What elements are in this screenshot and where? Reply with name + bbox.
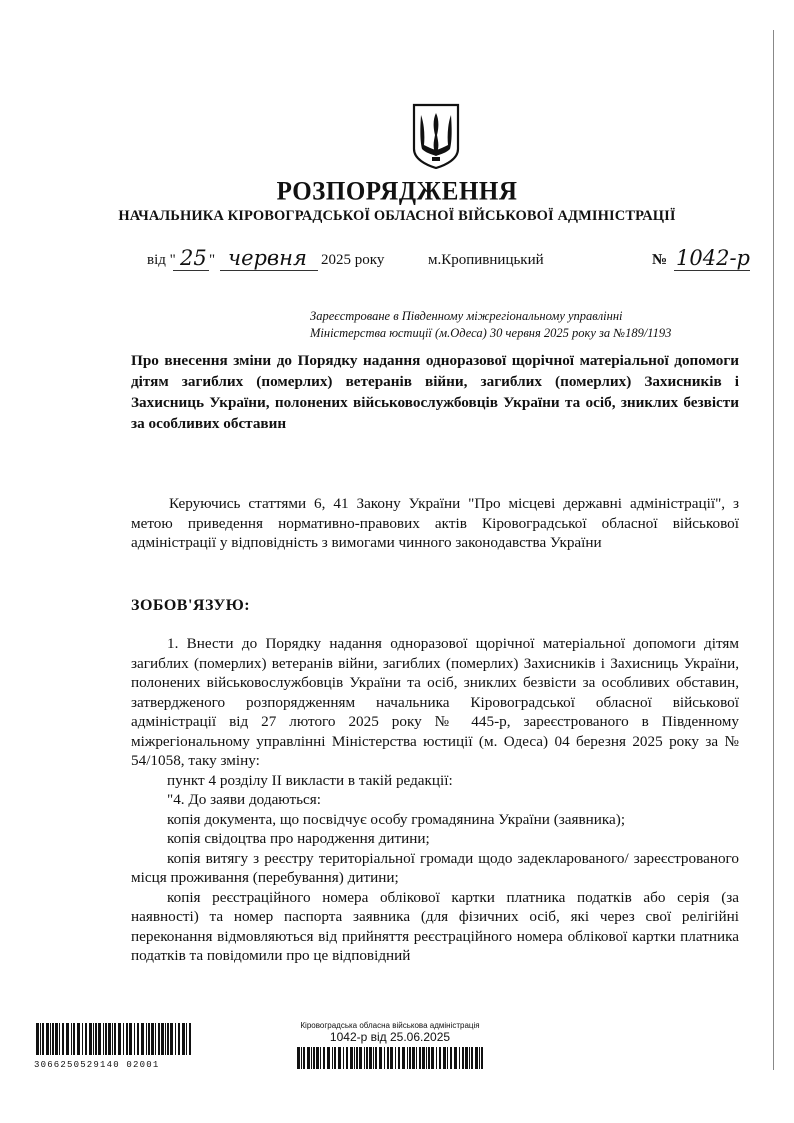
barcode-bar [412,1047,415,1069]
barcode-bar [95,1023,97,1055]
barcode-bar [137,1023,139,1055]
barcode-bar [462,1047,464,1069]
barcode-bar [62,1023,64,1055]
barcode-bar [431,1047,434,1069]
barcode-bar [167,1023,169,1055]
barcode-bar [112,1023,113,1055]
clause-amendment-intro: пункт 4 розділу ІІ викласти в такій редакції: [167,771,453,789]
barcode-center-icon [295,1047,485,1069]
barcode-bar [356,1047,358,1069]
barcode-bar [71,1023,72,1055]
barcode-bar [384,1047,385,1069]
footer-barcode-left [34,1023,199,1070]
barcode-bar [338,1047,341,1069]
barcode-bar [73,1023,75,1055]
barcode-bar [439,1047,441,1069]
date-day-underline [173,270,209,271]
barcode-bar [161,1023,164,1055]
barcode-bar [313,1047,315,1069]
clause-point-4: "4. До заяви додаються: [167,791,321,808]
barcode-bar [323,1047,325,1069]
barcode-bar [98,1023,101,1055]
barcode-bar [416,1047,417,1069]
barcode-bar [332,1047,333,1069]
barcode-bar [46,1023,49,1055]
clause-item-id-document: копія документа, що посвідчує особу громадянина України (заявника); [167,810,626,828]
barcode-bar [311,1047,312,1069]
number-underline [674,270,750,271]
barcode-bar [77,1023,80,1055]
barcode-bar [398,1047,400,1069]
document-subject: Про внесення зміни до Порядку надання одноразової щорічної матеріальної допомоги дітям загиблих (померлих) ветеранів війни, загиблих (померлих) Захисників і Захисниць України, полонених військовослужбовців України та осіб, зниклих безвісти за особливих обставин [131,352,739,432]
barcode-bar [175,1023,176,1055]
barcode-bar [146,1023,147,1055]
barcode-bar [59,1023,60,1055]
barcode-bar [129,1023,132,1055]
barcode-bar [82,1023,83,1055]
barcode-bar [443,1047,446,1069]
barcode-digits: 3066250529140 02001 [34,1060,160,1070]
barcode-bar [36,1023,39,1055]
barcode-bar [123,1023,124,1055]
barcode-bar [402,1047,405,1069]
clause-item-tax-number: копія реєстраційного номера облікової картки платника податків або серія (за наявності) та номер паспорта заявника (для фізичних осіб, які через свої релігійні переконання відмовляються від прийняття реєстраційного номера облікової картки платника податків та повідомили про це відповідний [131,888,739,964]
barcode-bar [390,1047,393,1069]
barcode-bar [395,1047,396,1069]
barcode-bar [409,1047,411,1069]
barcode-bar [422,1047,425,1069]
barcode-bar [189,1023,191,1055]
barcode-bar [428,1047,430,1069]
barcode-bar [103,1023,104,1055]
barcode-bar [359,1047,362,1069]
barcode-bar [303,1047,305,1069]
barcode-bar [334,1047,336,1069]
barcode-bar [118,1023,121,1055]
barcode-bar [182,1023,185,1055]
barcode-bar [105,1023,107,1055]
barcode-bar [55,1023,58,1055]
barcode-bar [301,1047,302,1069]
barcode-bar [350,1047,353,1069]
number-prefix: № [652,252,668,268]
barcode-bar [42,1023,44,1055]
barcode-bar [50,1023,51,1055]
barcode-bar [186,1023,187,1055]
clause-1: 1. Внести до Порядку надання одноразової щорічної матеріальної допомоги дітям загиблих (померлих) ветеранів війни, загиблих (померлих) Захисників і Захисниць України, полонених військовослужбовців України та осіб, зниклих безвісти за особливих обставин, затвердженого розпорядженням начальника Кіровоградської обласної військової адміністрації від 27 лютого 2025 року № 445-р, зареєстрованого в Південному міжрегіональному управлінні Міністерства юстиції (м. Одеса) 04 березня 2025 року за № 54/1058, таку зміну: [131,635,739,769]
document-number: 1042-р [676,246,750,270]
barcode-bar [387,1047,389,1069]
barcode-bar [148,1023,150,1055]
order-heading: ЗОБОВ'ЯЗУЮ: [131,597,251,614]
clause-item-birth-certificate: копія свідоцтва про народження дитини; [167,830,430,847]
barcode-bar [354,1047,355,1069]
barcode-bar [364,1047,365,1069]
barcode-bar [481,1047,483,1069]
date-year: 2025 року [321,252,385,268]
barcode-bar [297,1047,300,1069]
date-quote: " [209,252,216,268]
registration-line-2: Міністерства юстиції (м.Одеса) 30 червня 2025 року за №189/1193 [310,326,672,340]
barcode-bar [165,1023,166,1055]
barcode-bar [465,1047,468,1069]
registration-line-1: Зареєстроване в Південному міжрегіональному управлінні [310,309,623,323]
barcode-bar [320,1047,321,1069]
footer-stamp [290,1021,490,1074]
registration-note [310,308,750,342]
coat-of-arms-icon [412,103,460,169]
barcode-bar [419,1047,421,1069]
barcode-bar [89,1023,92,1055]
barcode-bar [379,1047,382,1069]
barcode-bar [307,1047,310,1069]
barcode-bar [426,1047,427,1069]
date-day: 25 [180,246,207,270]
barcode-bar [114,1023,116,1055]
barcode-bar [346,1047,348,1069]
barcode-bar [66,1023,69,1055]
intro-paragraph: Керуючись статтями 6, 41 Закону України "Про місцеві державні адміністрації", з метою приведення нормативно-правових актів Кіровоградської обласної військової адміністрації у відповідність з вимогами чинного законодавства України [131,495,739,551]
stamp-organization: Кіровоградська обласна військова адміністрація [300,1021,480,1030]
date-month: червня [228,246,307,270]
barcode-bar [450,1047,452,1069]
barcode-bar [469,1047,470,1069]
barcode-bar [85,1023,87,1055]
barcode-bar [155,1023,156,1055]
barcode-bar [170,1023,173,1055]
barcode-bar [108,1023,111,1055]
clause-item-registry-extract: копія витягу з реєстру територіальної громади щодо задекларованого/ зареєстрованого місця проживання (перебування) дитини; [131,849,739,886]
document-subtitle: НАЧАЛЬНИКА КІРОВОГРАДСЬКОЇ ОБЛАСНОЇ ВІЙСЬКОВОЇ АДМІНІСТРАЦІЇ [118,208,676,224]
barcode-bar [52,1023,54,1055]
barcode-bar [141,1023,144,1055]
barcode-bar [459,1047,460,1069]
barcode-bar [369,1047,372,1069]
barcode-left-icon [34,1023,194,1055]
barcode-bar [454,1047,457,1069]
barcode-bar [375,1047,377,1069]
date-prefix: від " [147,252,176,268]
barcode-bar [479,1047,480,1069]
barcode-bar [343,1047,344,1069]
document-title: РОЗПОРЯДЖЕННЯ [276,177,518,206]
barcode-bar [327,1047,330,1069]
barcode-bar [407,1047,408,1069]
barcode-bar [158,1023,160,1055]
date-month-underline [220,270,318,271]
barcode-bar [447,1047,448,1069]
barcode-bar [134,1023,135,1055]
barcode-bar [93,1023,94,1055]
barcode-bar [366,1047,368,1069]
stamp-reference: 1042-р від 25.06.2025 [329,1030,451,1044]
barcode-bar [373,1047,374,1069]
barcode-bar [471,1047,473,1069]
barcode-bar [316,1047,319,1069]
barcode-bar [151,1023,154,1055]
barcode-bar [178,1023,180,1055]
barcode-bar [40,1023,41,1055]
barcode-bar [126,1023,128,1055]
barcode-bar [475,1047,478,1069]
order-body [131,634,739,966]
barcode-bar [436,1047,437,1069]
city-name: м.Кропивницький [428,252,544,268]
